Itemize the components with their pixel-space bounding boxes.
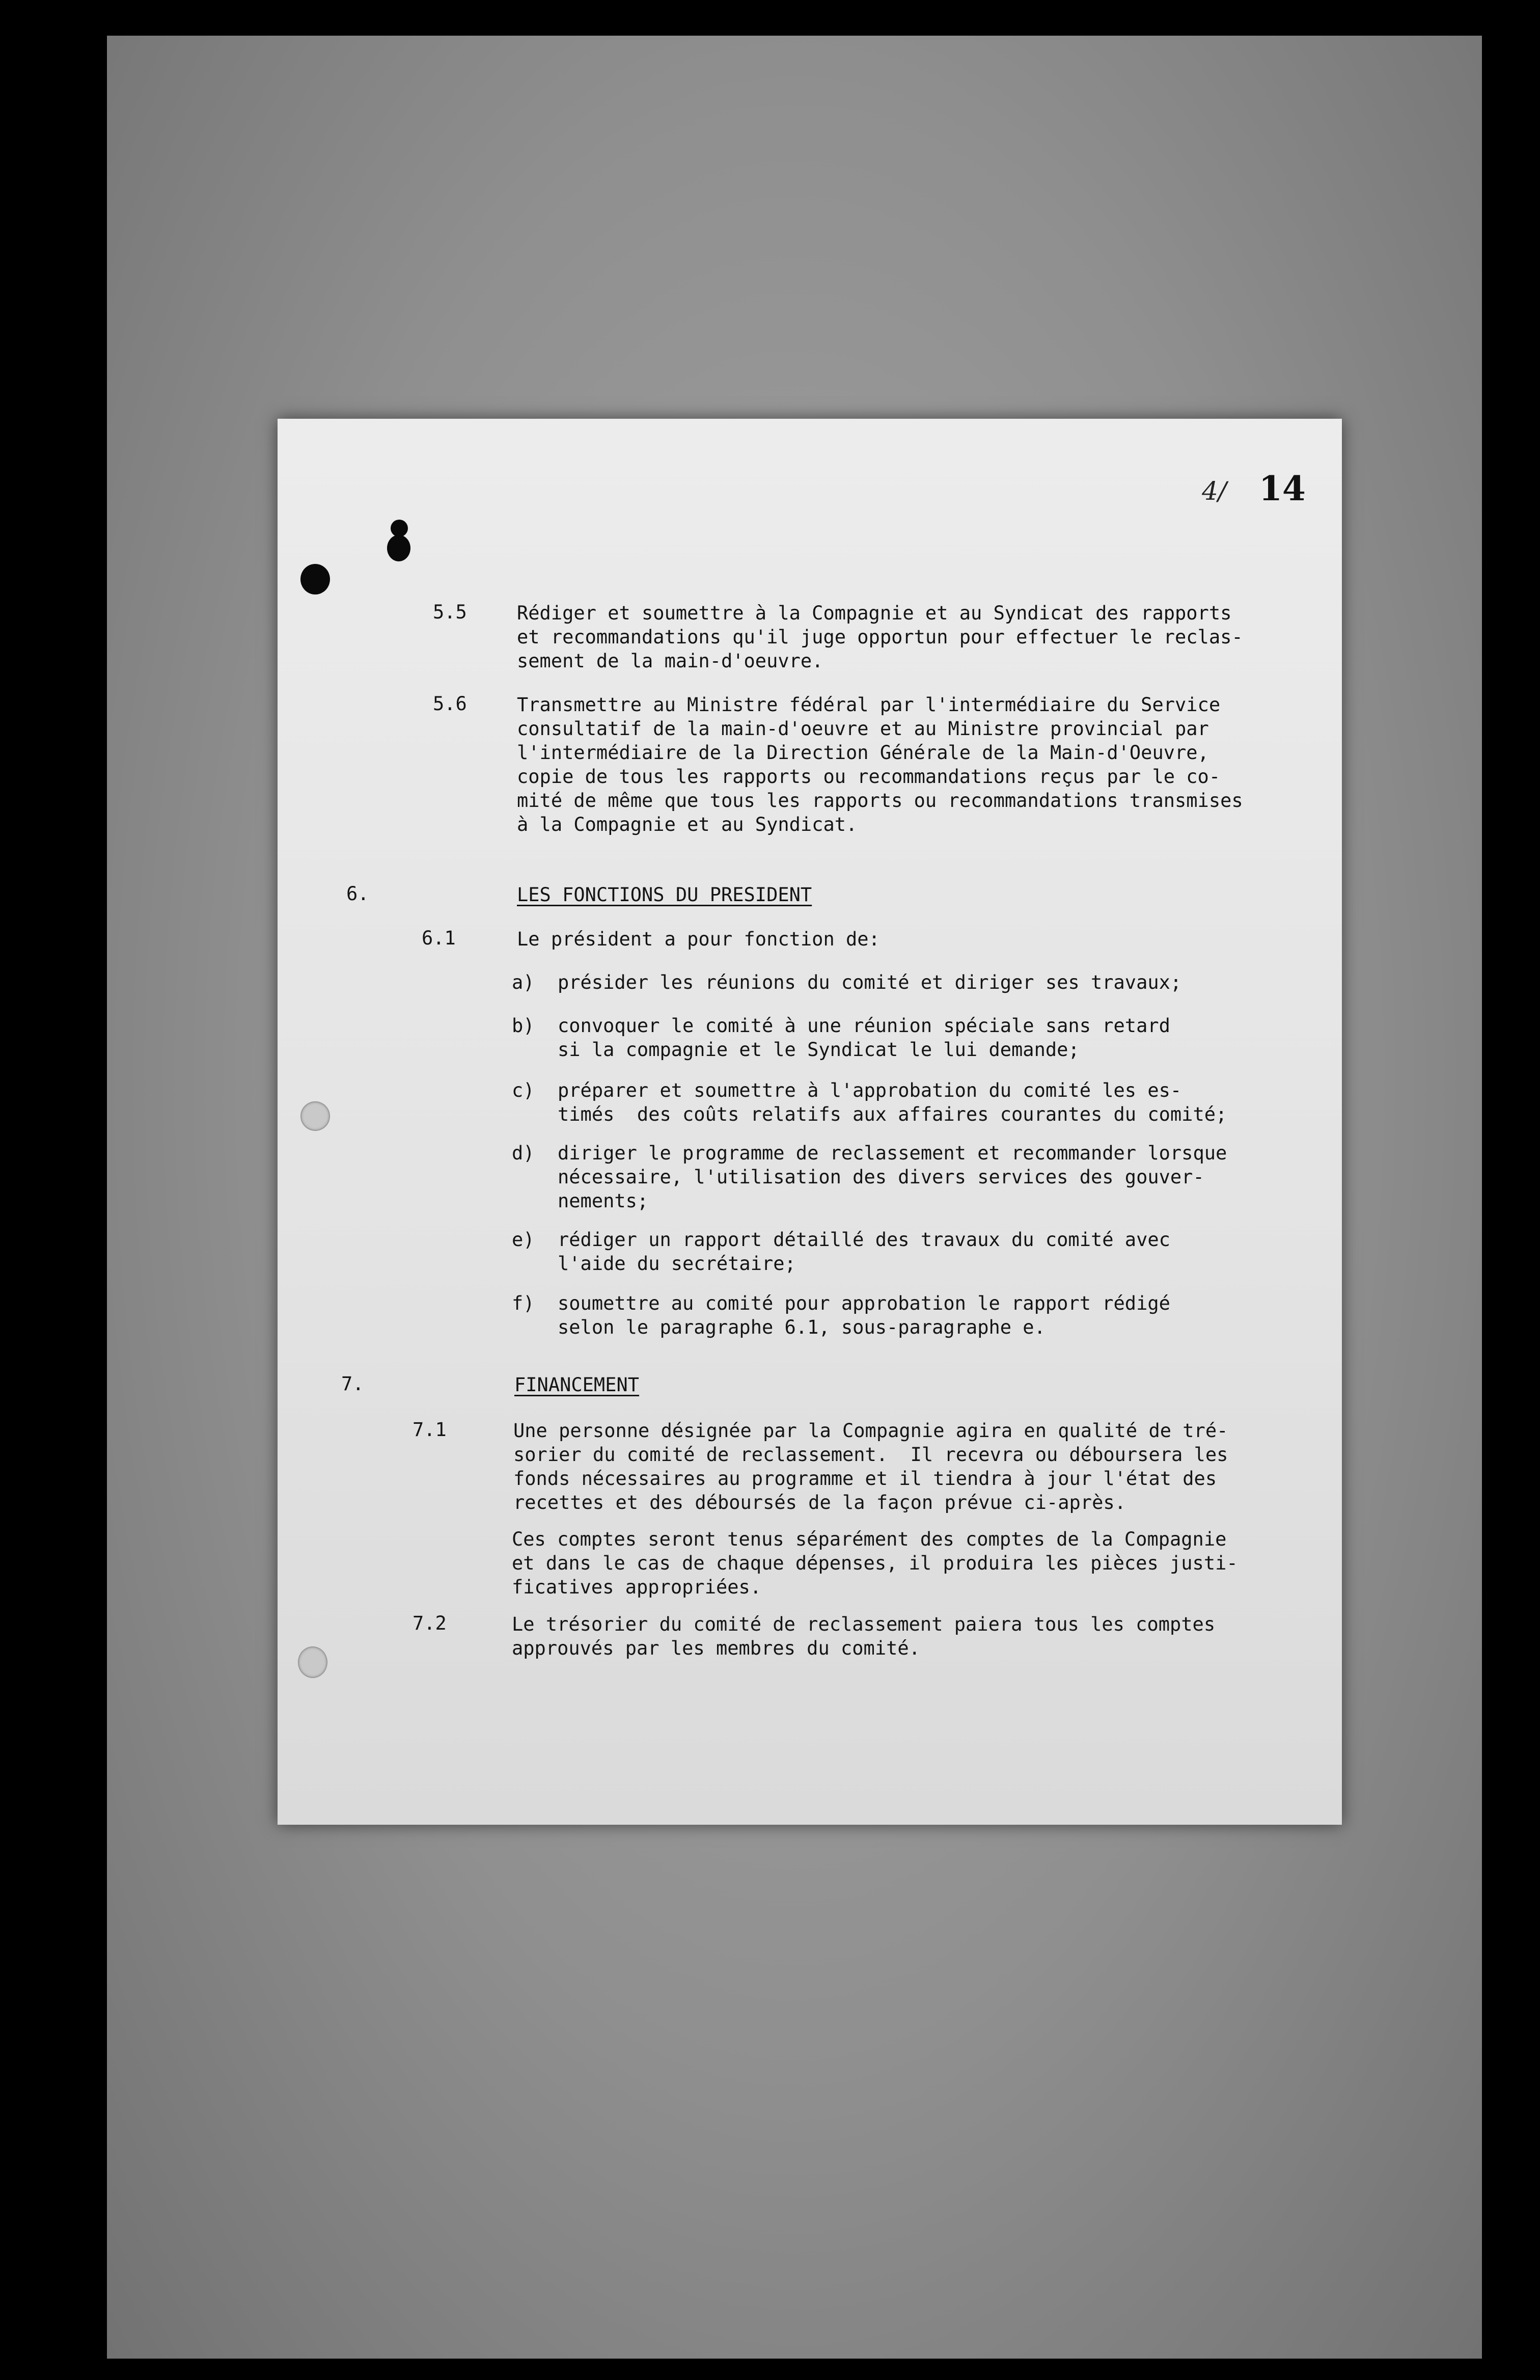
text-line: Une personne désignée par la Compagnie agira en qualité de tré- [513, 1420, 1228, 1442]
text-line: Le trésorier du comité de reclassement paiera tous les comptes [512, 1613, 1216, 1635]
text-line: consultatif de la main-d'oeuvre et au Ministre provincial par [517, 718, 1209, 740]
text-line: et recommandations qu'il juge opportun pour effectuer le reclas- [517, 626, 1243, 648]
text-line: diriger le programme de reclassement et recommander lorsque [558, 1142, 1227, 1164]
text-line: sement de la main-d'oeuvre. [517, 650, 823, 672]
section-number: 5.6 [433, 693, 467, 715]
text-line: copie de tous les rapports ou recommandations reçus par le co- [517, 766, 1221, 788]
list-item-label: a) [512, 971, 535, 993]
section-number: 5.5 [433, 601, 467, 623]
text-line: nécessaire, l'utilisation des divers services des gouver- [558, 1166, 1204, 1188]
text-line: soumettre au comité pour approbation le rapport rédigé [558, 1292, 1170, 1314]
section-number: 7. [341, 1373, 364, 1395]
page-number-mark: 4/ [1202, 476, 1227, 506]
text-line: convoquer le comité à une réunion spéciale sans retard [558, 1015, 1170, 1037]
list-item-label: b) [512, 1015, 535, 1037]
text-line: Rédiger et soumettre à la Compagnie et au Syndicat des rapports [517, 602, 1232, 624]
section-7-1-paragraph [512, 1527, 1238, 1599]
section-5-5-text [517, 601, 1243, 673]
section-number: 6. [346, 883, 369, 905]
section-number: 6.1 [422, 927, 456, 949]
section-6-1-intro: Le président a pour fonction de: [517, 928, 880, 950]
list-item-label: f) [512, 1292, 535, 1314]
punch-hole [300, 1101, 330, 1131]
text-line: selon le paragraphe 6.1, sous-paragraphe e. [558, 1316, 1046, 1338]
text-line: timés des coûts relatifs aux affaires courantes du comité; [558, 1103, 1227, 1125]
section-5-6-text [517, 693, 1243, 836]
punch-hole [298, 1646, 327, 1678]
punch-hole [300, 564, 330, 594]
text-line: l'intermédiaire de la Direction Générale de la Main-d'Oeuvre, [517, 742, 1209, 764]
text-line: recettes et des déboursés de la façon prévue ci-après. [513, 1492, 1126, 1513]
list-item-label: d) [512, 1142, 535, 1164]
list-item [558, 1228, 1170, 1276]
text-line: nements; [558, 1190, 649, 1212]
list-item [558, 1014, 1170, 1062]
list-item [558, 970, 1181, 994]
list-item [558, 1291, 1170, 1339]
list-item [558, 1078, 1227, 1126]
text-line: fonds nécessaires au programme et il tiendra à jour l'état des [513, 1468, 1217, 1490]
text-line: l'aide du secrétaire; [558, 1253, 796, 1275]
text-line: sorier du comité de reclassement. Il recevra ou déboursera les [513, 1444, 1228, 1466]
text-line: Transmettre au Ministre fédéral par l'intermédiaire du Service [517, 694, 1221, 716]
page-number: 14 [1259, 469, 1306, 508]
text-line: préparer et soumettre à l'approbation du comité les es- [558, 1079, 1182, 1101]
text-line: mité de même que tous les rapports ou recommandations transmises [517, 790, 1243, 812]
text-line: approuvés par les membres du comité. [512, 1637, 920, 1659]
text-line: ficatives appropriées. [512, 1576, 762, 1598]
section-number: 7.1 [413, 1419, 447, 1441]
punch-hole [387, 535, 410, 561]
text-line: rédiger un rapport détaillé des travaux du comité avec [558, 1229, 1170, 1251]
text-line: si la compagnie et le Syndicat le lui demande; [558, 1039, 1080, 1061]
section-7-1-paragraph [513, 1419, 1228, 1514]
section-7-2-text [512, 1612, 1215, 1660]
section-heading: LES FONCTIONS DU PRESIDENT [517, 884, 812, 906]
list-item-label: c) [512, 1079, 535, 1101]
section-number: 7.2 [413, 1612, 447, 1634]
text-line: présider les réunions du comité et diriger ses travaux; [558, 971, 1182, 993]
text-line: à la Compagnie et au Syndicat. [517, 814, 858, 835]
list-item [558, 1141, 1227, 1213]
punch-hole [391, 520, 408, 537]
text-line: Ces comptes seront tenus séparément des comptes de la Compagnie [512, 1528, 1227, 1550]
section-heading: FINANCEMENT [514, 1374, 640, 1396]
text-line: et dans le cas de chaque dépenses, il produira les pièces justi- [512, 1552, 1238, 1574]
list-item-label: e) [512, 1229, 535, 1251]
